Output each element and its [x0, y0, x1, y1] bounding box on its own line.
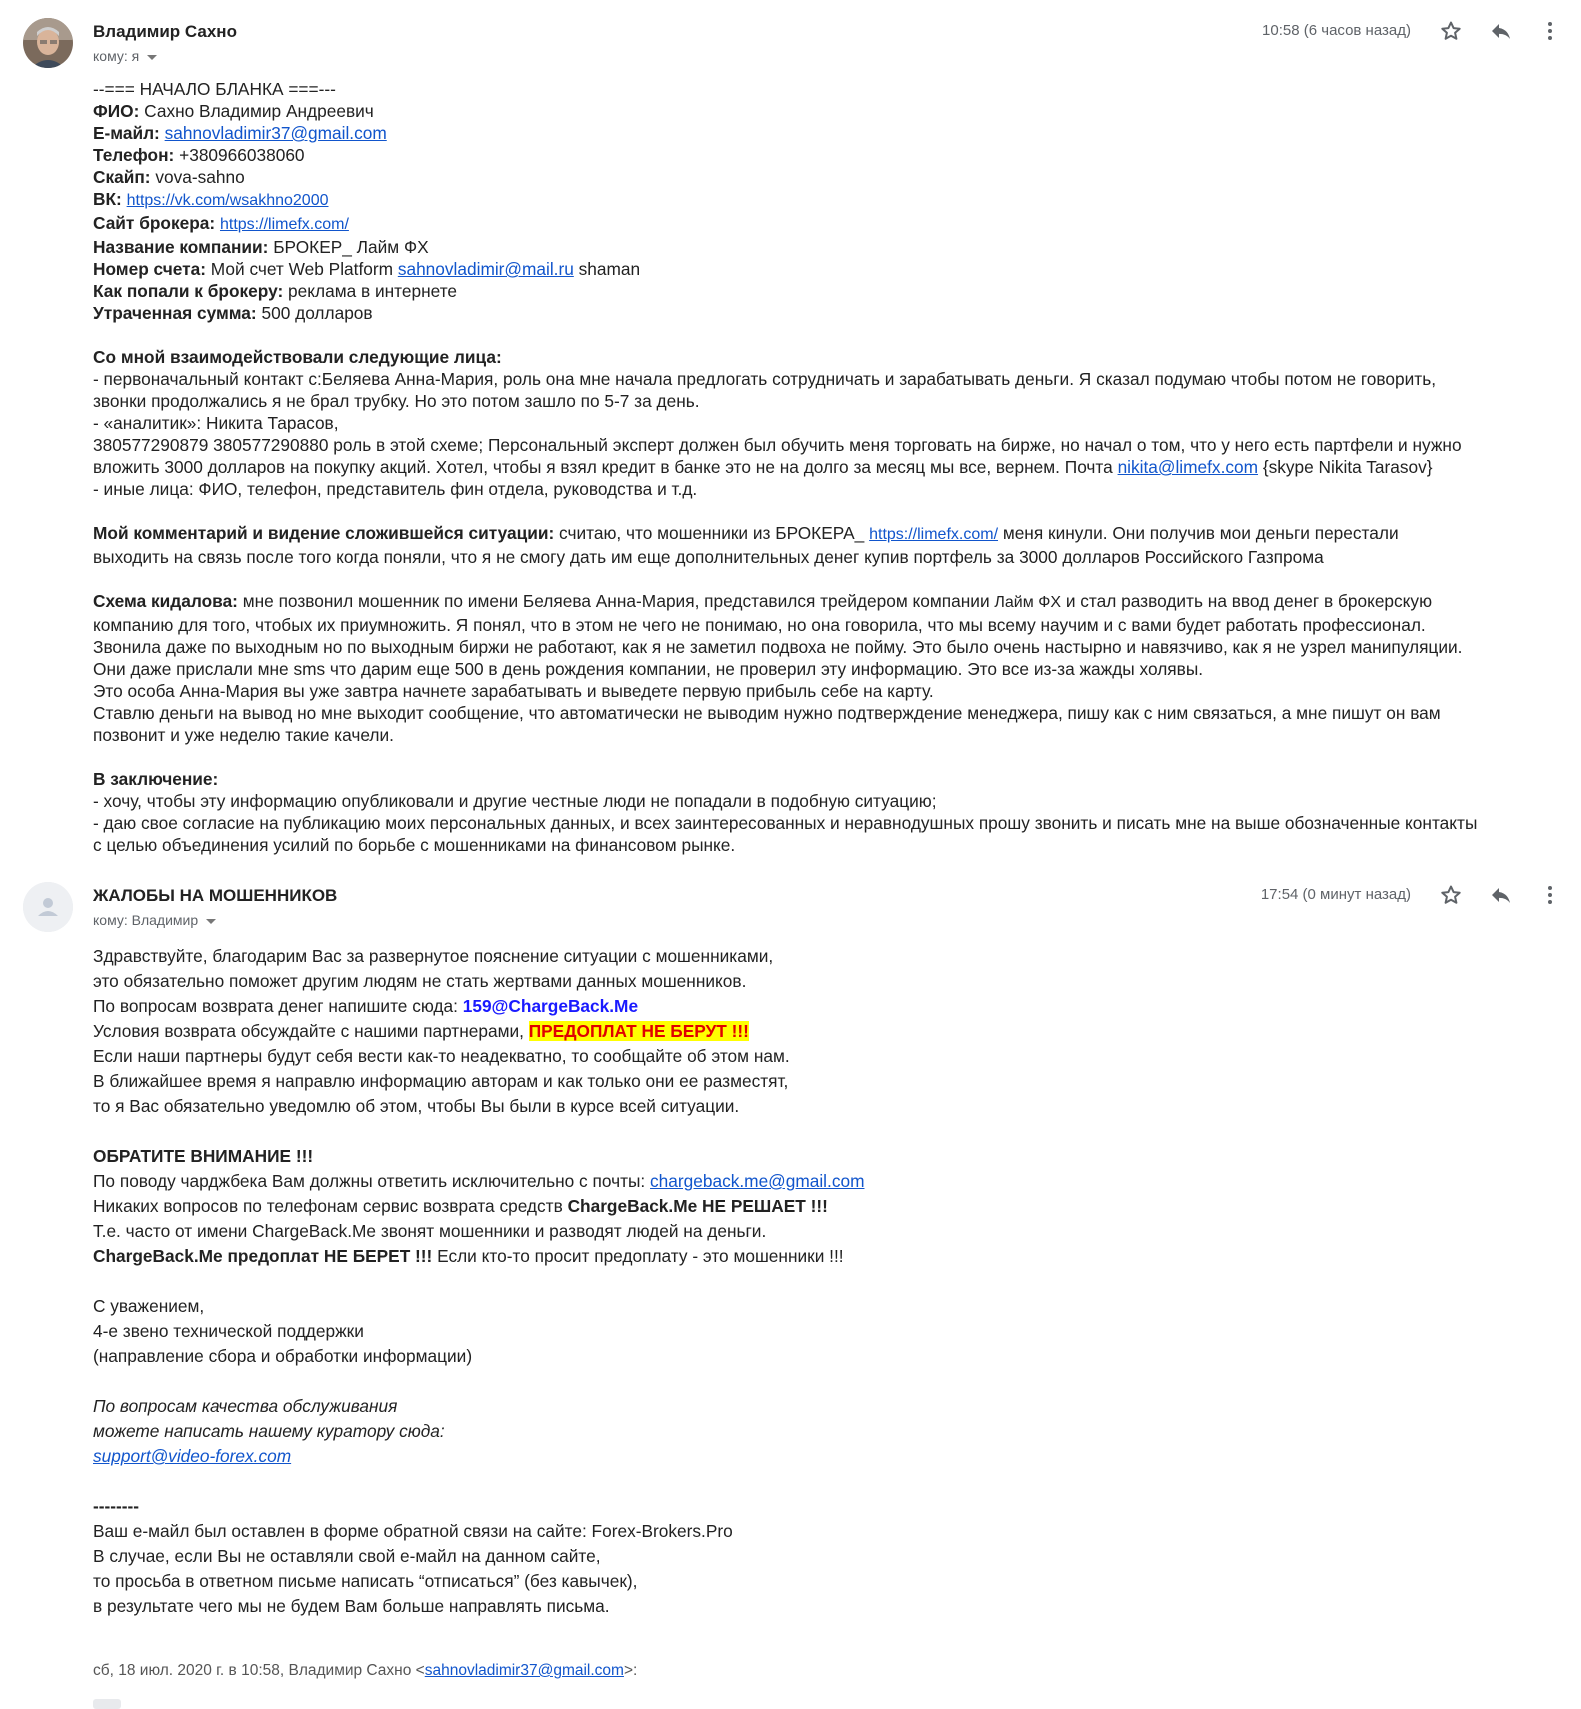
field-phone — [93, 144, 1563, 166]
chevron-down-icon[interactable] — [206, 919, 216, 924]
persons-line — [93, 456, 1563, 478]
text: {skype Nikita Tarasov} — [1258, 457, 1433, 477]
star-icon — [1439, 883, 1463, 907]
scheme-line — [93, 590, 1563, 614]
field-value: БРОКЕР_ Лайм ФХ — [268, 237, 429, 257]
star-button[interactable] — [1438, 882, 1464, 908]
recipient-label: кому: Владимир — [93, 912, 199, 928]
field-label: Как попали к брокеру: — [93, 281, 284, 301]
persons-line: 380577290879 380577290880 роль в этой схеме; Персональный эксперт должен был обучить меня торговать на бирже, но начал о том, что у него есть партфели и нужно — [93, 435, 1462, 455]
persons-line: звонки продолжались я не брал трубку. Но это потом зашло по 5-7 за день. — [93, 391, 700, 411]
scheme-line: Они даже прислали мне sms что дарим еще 500 в день рождения компании, не проверил эту информацию. Это все из-за жажды холявы. — [93, 659, 1204, 679]
field-label: Телефон: — [93, 145, 175, 165]
section-heading: Мой комментарий и видение сложившейся ситуации: — [93, 523, 555, 543]
bold-text: ChargeBack.Me предоплат НЕ БЕРЕТ !!! — [93, 1246, 433, 1266]
section-heading: Со мной взаимодействовали следующие лица: — [93, 347, 502, 367]
scheme-line: позвонит и уже неделю такие качели. — [93, 725, 394, 745]
text: и стал разводить на ввод денег в брокерскую — [1061, 591, 1433, 611]
more-options-button[interactable] — [1537, 18, 1563, 44]
field-skype — [93, 166, 1563, 188]
conclusion-line: - хочу, чтобы эту информацию опубликовали и другие честные люди не попадали в подобную ситуацию; — [93, 791, 937, 811]
body-line: это обязательно поможет другим людям не стать жертвами данных мошенников. — [93, 971, 747, 991]
field-account — [93, 258, 1563, 280]
quality-line — [93, 1419, 1293, 1444]
section-heading: Схема кидалова: — [93, 591, 238, 611]
chevron-down-icon[interactable] — [147, 55, 157, 60]
comment-line: выходить на связь после того когда поняли, что я не смогу дать им еще дополнительных денег купив портфель за 3000 долларов Российского Газпрома — [93, 547, 1324, 567]
field-value: shaman — [573, 259, 641, 279]
quality-line — [93, 1394, 1293, 1419]
field-label: ФИО: — [93, 101, 140, 121]
scheme-line: Звонила даже по выходным но по выходным биржи не работают, как я не заметил подвоха не пойму. Это было очень настырно и навязчиво, как я не узрел манипуляции. — [93, 637, 1463, 657]
field-label: Название компании: — [93, 237, 269, 257]
text: Никаких вопросов по телефонам сервис возврата средств — [93, 1196, 568, 1216]
sender-avatar[interactable] — [23, 882, 73, 932]
section-heading: ОБРАТИТЕ ВНИМАНИЕ !!! — [93, 1146, 314, 1166]
separator-text: -------- — [93, 1496, 140, 1516]
field-vk — [93, 188, 1563, 212]
footer-line: то просьба в ответном письме написать “отписаться” (без кавычек), — [93, 1571, 638, 1591]
field-broker-site — [93, 212, 1563, 236]
persons-heading — [93, 346, 1563, 368]
conclusion-line: с целью объединения усилий по борьбе с мошенниками на финансовом рынке. — [93, 835, 736, 855]
field-value: Сахно Владимир Андреевич — [139, 101, 374, 121]
highlighted-warning: ПРЕДОПЛАТ НЕ БЕРУТ !!! — [528, 1021, 749, 1041]
text: По вопросам возврата денег напишите сюда: — [93, 996, 463, 1016]
quoted-header — [93, 1662, 637, 1680]
body-line: В ближайшее время я направлю информацию авторам и как только они ее разместят, — [93, 1071, 789, 1091]
quote-suffix: >: — [623, 1662, 638, 1679]
field-label: Утраченная сумма: — [93, 303, 257, 323]
reply-button[interactable] — [1488, 882, 1514, 908]
sender-name[interactable]: Владимир Сахно — [93, 22, 237, 41]
scheme-line: Это особа Анна-Мария вы уже завтра начнете зарабатывать и выведете первую прибыль себе на карту. — [93, 681, 934, 701]
text: Условия возврата обсуждайте с нашими партнерами, — [93, 1021, 529, 1041]
text: По поводу чарджбека Вам должны ответить исключительно с почты: — [93, 1171, 651, 1191]
star-button[interactable] — [1438, 18, 1464, 44]
body-line: Т.е. часто от имени ChargeBack.Me звонят мошенники и разводят людей на деньги. — [93, 1221, 767, 1241]
scheme-line: компанию для того, чтобых их приумножить. Я понял, что в этом не чего не понимаю, но она говорила, что мы всему научим и с вами будет работать профессионал. — [93, 615, 1426, 635]
italic-text: По вопросам качества обслуживания — [93, 1396, 398, 1416]
field-how — [93, 280, 1563, 302]
text: Если кто-то просит предоплату - это мошенники !!! — [432, 1246, 844, 1266]
field-value: 500 долларов — [256, 303, 373, 323]
body-line — [93, 1169, 1293, 1194]
user-photo-icon — [23, 18, 73, 68]
account-email-link[interactable]: sahnovladimir@mail.ru — [397, 259, 574, 279]
field-value: vova-sahno — [150, 167, 245, 187]
company-name: Лайм ФХ — [994, 594, 1062, 611]
sender-name[interactable]: ЖАЛОБЫ НА МОШЕННИКОВ — [93, 886, 338, 905]
message-time: 10:58 (6 часов назад) — [1262, 22, 1411, 39]
field-label: ВК: — [93, 189, 122, 209]
message-time: 17:54 (0 минут назад) — [1260, 886, 1411, 903]
support-email-link[interactable]: support@video-forex.com — [93, 1446, 292, 1466]
quote-prefix: сб, 18 июл. 2020 г. в 10:58, Владимир Сахно < — [93, 1662, 425, 1679]
section-heading: В заключение: — [93, 769, 219, 789]
star-icon — [1439, 19, 1463, 43]
field-fio — [93, 100, 1563, 122]
field-lost — [93, 302, 1563, 324]
comment-line — [93, 522, 1563, 546]
reply-icon — [1489, 19, 1513, 43]
message-body — [93, 78, 1563, 856]
reply-icon — [1489, 883, 1513, 907]
chargeback-email[interactable]: 159@ChargeBack.Me — [462, 996, 639, 1016]
body-line: Если наши партнеры будут себя вести как-то неадекватно, то сообщайте об этом нам. — [93, 1046, 790, 1066]
field-value: реклама в интернете — [283, 281, 458, 301]
vk-link[interactable]: https://vk.com/wsakhno2000 — [126, 192, 329, 209]
signature-line: (направление сбора и обработки информации) — [93, 1346, 473, 1366]
field-value: Мой счет Web Platform — [205, 259, 398, 279]
conclusion-line: - даю свое согласие на публикацию моих персональных данных, и всех заинтересованных и неравнодушных прошу звонить и писать мне на выше обозначенные контакты — [93, 813, 1478, 833]
field-label: Е-майл: — [93, 123, 160, 143]
bold-text: ChargeBack.Me НЕ РЕШАЕТ !!! — [567, 1196, 828, 1216]
body-line — [93, 994, 1293, 1019]
attention-heading — [93, 1144, 1293, 1169]
more-options-button[interactable] — [1537, 882, 1563, 908]
signature-line: 4-е звено технической поддержки — [93, 1321, 364, 1341]
body-line — [93, 1194, 1293, 1219]
recipient-line[interactable] — [93, 48, 157, 64]
footer-line: в результате чего мы не будем Вам больше направлять письма. — [93, 1596, 610, 1616]
persons-line: - первоначальный контакт с:Беляева Анна-Мария, роль она мне начала предлогать сотрудничать и зарабатывать деньги. Я сказал подумаю чтобы потом не говорить, — [93, 369, 1436, 389]
persons-line: - «аналитик»: Никита Тарасов, — [93, 413, 339, 433]
quality-line — [93, 1444, 1293, 1469]
broker-site-link[interactable]: https://limefx.com/ — [869, 526, 999, 543]
italic-text: можете написать нашему куратору сюда: — [93, 1421, 445, 1441]
default-avatar-icon — [23, 882, 73, 932]
body-line: Здравствуйте, благодарим Вас за развернутое пояснение ситуации с мошенниками, — [93, 946, 774, 966]
sender-avatar[interactable] — [23, 18, 73, 68]
form-start: --=== НАЧАЛО БЛАНКА ===--- — [93, 79, 336, 99]
text: мне позвонил мошенник по имени Беляева Анна-Мария, представился трейдером компании — [237, 591, 995, 611]
recipient-line[interactable] — [93, 912, 216, 928]
separator — [93, 1494, 1293, 1519]
text: вложить 3000 долларов на покупку акций. Хотел, чтобы я взял кредит в банке это не на долго за месяц мы все, вернем. Почта — [93, 457, 1118, 477]
signature-line: С уважением, — [93, 1296, 205, 1316]
quote-email-link[interactable]: sahnovladimir37@gmail.com — [424, 1662, 624, 1679]
field-email — [93, 122, 1563, 144]
nikita-email-link[interactable]: nikita@limefx.com — [1117, 457, 1259, 477]
more-vert-icon — [1538, 19, 1562, 43]
body-line: то я Вас обязательно уведомлю об этом, чтобы Вы были в курсе всей ситуации. — [93, 1096, 740, 1116]
footer-line: Ваш е-майл был оставлен в форме обратной связи на сайте: Forex-Brokers.Pro — [93, 1521, 733, 1541]
text: считаю, что мошенники из БРОКЕРА_ — [554, 523, 870, 543]
body-line — [93, 1244, 1293, 1269]
chargeback-gmail-link[interactable]: chargeback.me@gmail.com — [650, 1171, 865, 1191]
field-label: Скайп: — [93, 167, 151, 187]
field-label: Сайт брокера: — [93, 213, 216, 233]
conclusion-heading — [93, 768, 1563, 790]
field-label: Номер счета: — [93, 259, 206, 279]
reply-button[interactable] — [1488, 18, 1514, 44]
body-line — [93, 1019, 1293, 1044]
field-value: +380966038060 — [174, 145, 305, 165]
show-trimmed-content-button[interactable] — [93, 1699, 121, 1709]
field-company — [93, 236, 1563, 258]
broker-site-link[interactable]: https://limefx.com/ — [219, 216, 349, 233]
footer-line: В случае, если Вы не оставляли свой е-майл на данном сайте, — [93, 1546, 601, 1566]
email-link[interactable]: sahnovladimir37@gmail.com — [164, 123, 387, 143]
scheme-line: Ставлю деньги на вывод но мне выходит сообщение, что автоматически не выводим нужно подтверждение менеджера, пишу как с ним связаться, а мне пишут он вам — [93, 703, 1441, 723]
text: меня кинули. Они получив мои деньги перестали — [998, 523, 1399, 543]
persons-line: - иные лица: ФИО, телефон, представитель фин отдела, руководства и т.д. — [93, 479, 698, 499]
recipient-label: кому: я — [93, 48, 140, 64]
message-body — [93, 944, 1293, 1619]
more-vert-icon — [1538, 883, 1562, 907]
